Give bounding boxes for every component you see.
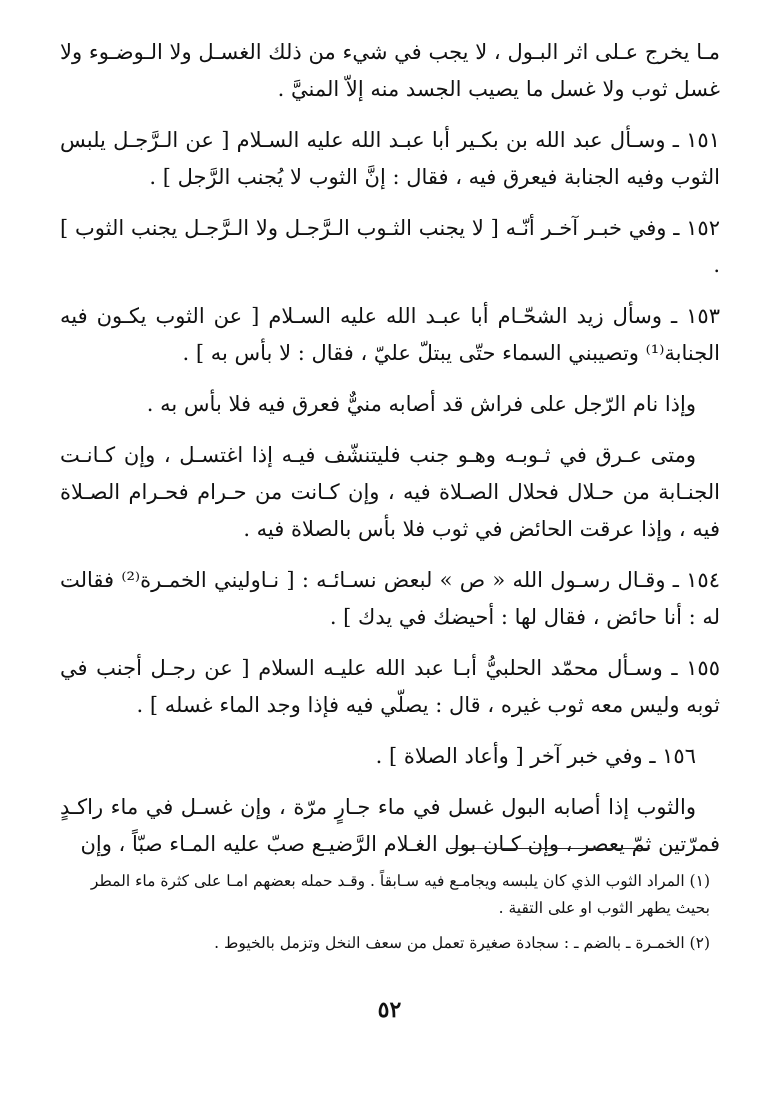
paragraph-ruling-sweat: ومتى عـرق في ثـوبـه وهـو جنب فليتنشّف فيـه إذا اغتسـل ، وإن كـانـت الجنـابة من حـلال فحلال الصـلاة فيه ، وإن كـانت من حـرام فحـرام الصـلاة فيه ، وإذا عرقت الحائض في ثوب فلا بأس بالصلاة فيه . bbox=[60, 443, 720, 541]
paragraph-hadith-155: ١٥٥ ـ وسـأل محمّد الحلبيُّ أبـا عبد الله عليـه السلام [ عن رجـل أجنب في ثوبه وليس معه ثوب غيره ، قال : يصلّي فيه فإذا وجد الماء غسله ] . bbox=[60, 656, 720, 717]
footnote-1: (١) المراد الثوب الذي كان يلبسه ويجامـع فيه سـابقاً . وقـد حمله بعضهم امـا على كثرة ماء المطر بحيث يطهر الثوب او على التقية . bbox=[90, 872, 710, 917]
paragraph-hadith-156: ١٥٦ ـ وفي خبر آخر [ وأعاد الصلاة ] . bbox=[375, 744, 696, 768]
footnote-2: (٢) الخمـرة ـ بالضم ـ : سجادة صغيرة تعمل من سعف النخل وتزمل بالخيوط . bbox=[214, 934, 710, 952]
footnotes bbox=[70, 868, 710, 965]
paragraph-hadith-152: ١٥٢ ـ وفي خبـر آخـر أنّـه [ لا يجنب الثـوب الـرَّجـل ولا الـرَّجـل يجنب الثوب ] . bbox=[60, 216, 720, 277]
page-number: ٥٢ bbox=[377, 997, 402, 1023]
paragraph-ruling-sleep: وإذا نام الرّجل على فراش قد أصابه منيٌّ فعرق فيه فلا بأس به . bbox=[146, 392, 696, 416]
paragraph-continuation: مـا يخرج عـلى اثر البـول ، لا يجب في شيء من ذلك الغسـل ولا الـوضـوء ولا غسل ثوب ولا غسل ما يصيب الجسد منه إلاّ المنيَّ . bbox=[60, 40, 720, 101]
paragraph-hadith-154: ١٥٤ ـ وقـال رسـول الله « ص » لبعض نسـائـه : [ نـاوليني الخمـرة⁽²⁾ فقالت له : أنا حائض ، فقال لها : أحيضك في يدك ] . bbox=[60, 568, 720, 629]
footnote-divider bbox=[450, 848, 650, 849]
paragraph-hadith-151: ١٥١ ـ وسـأل عبد الله بن بكـير أبا عبـد الله عليه السـلام [ عن الـرَّجـل يلبس الثوب وفيه الجنابة فيعرق فيه ، فقال : إنَّ الثوب لا يُجنب الرَّجل ] . bbox=[60, 128, 720, 189]
main-text bbox=[60, 34, 720, 877]
paragraph-ruling-urine: والثوب إذا أصابه البول غسل في ماء جـارٍ مرّة ، وإن غسـل في ماء راكـدٍ فمرّتين ثمّ يعصر ، وإن كـان بول الغـلام الرَّضيـع صبّ عليه المـاء صبّاً ، وإن bbox=[60, 795, 720, 856]
paragraph-hadith-153: ١٥٣ ـ وسأل زيد الشحّـام أبا عبـد الله عليه السـلام [ عن الثوب يكـون فيه الجنابة⁽¹⁾ وتصيبني السماء حتّى يبتلّ عليّ ، فقال : لا بأس به ] . bbox=[60, 304, 720, 365]
